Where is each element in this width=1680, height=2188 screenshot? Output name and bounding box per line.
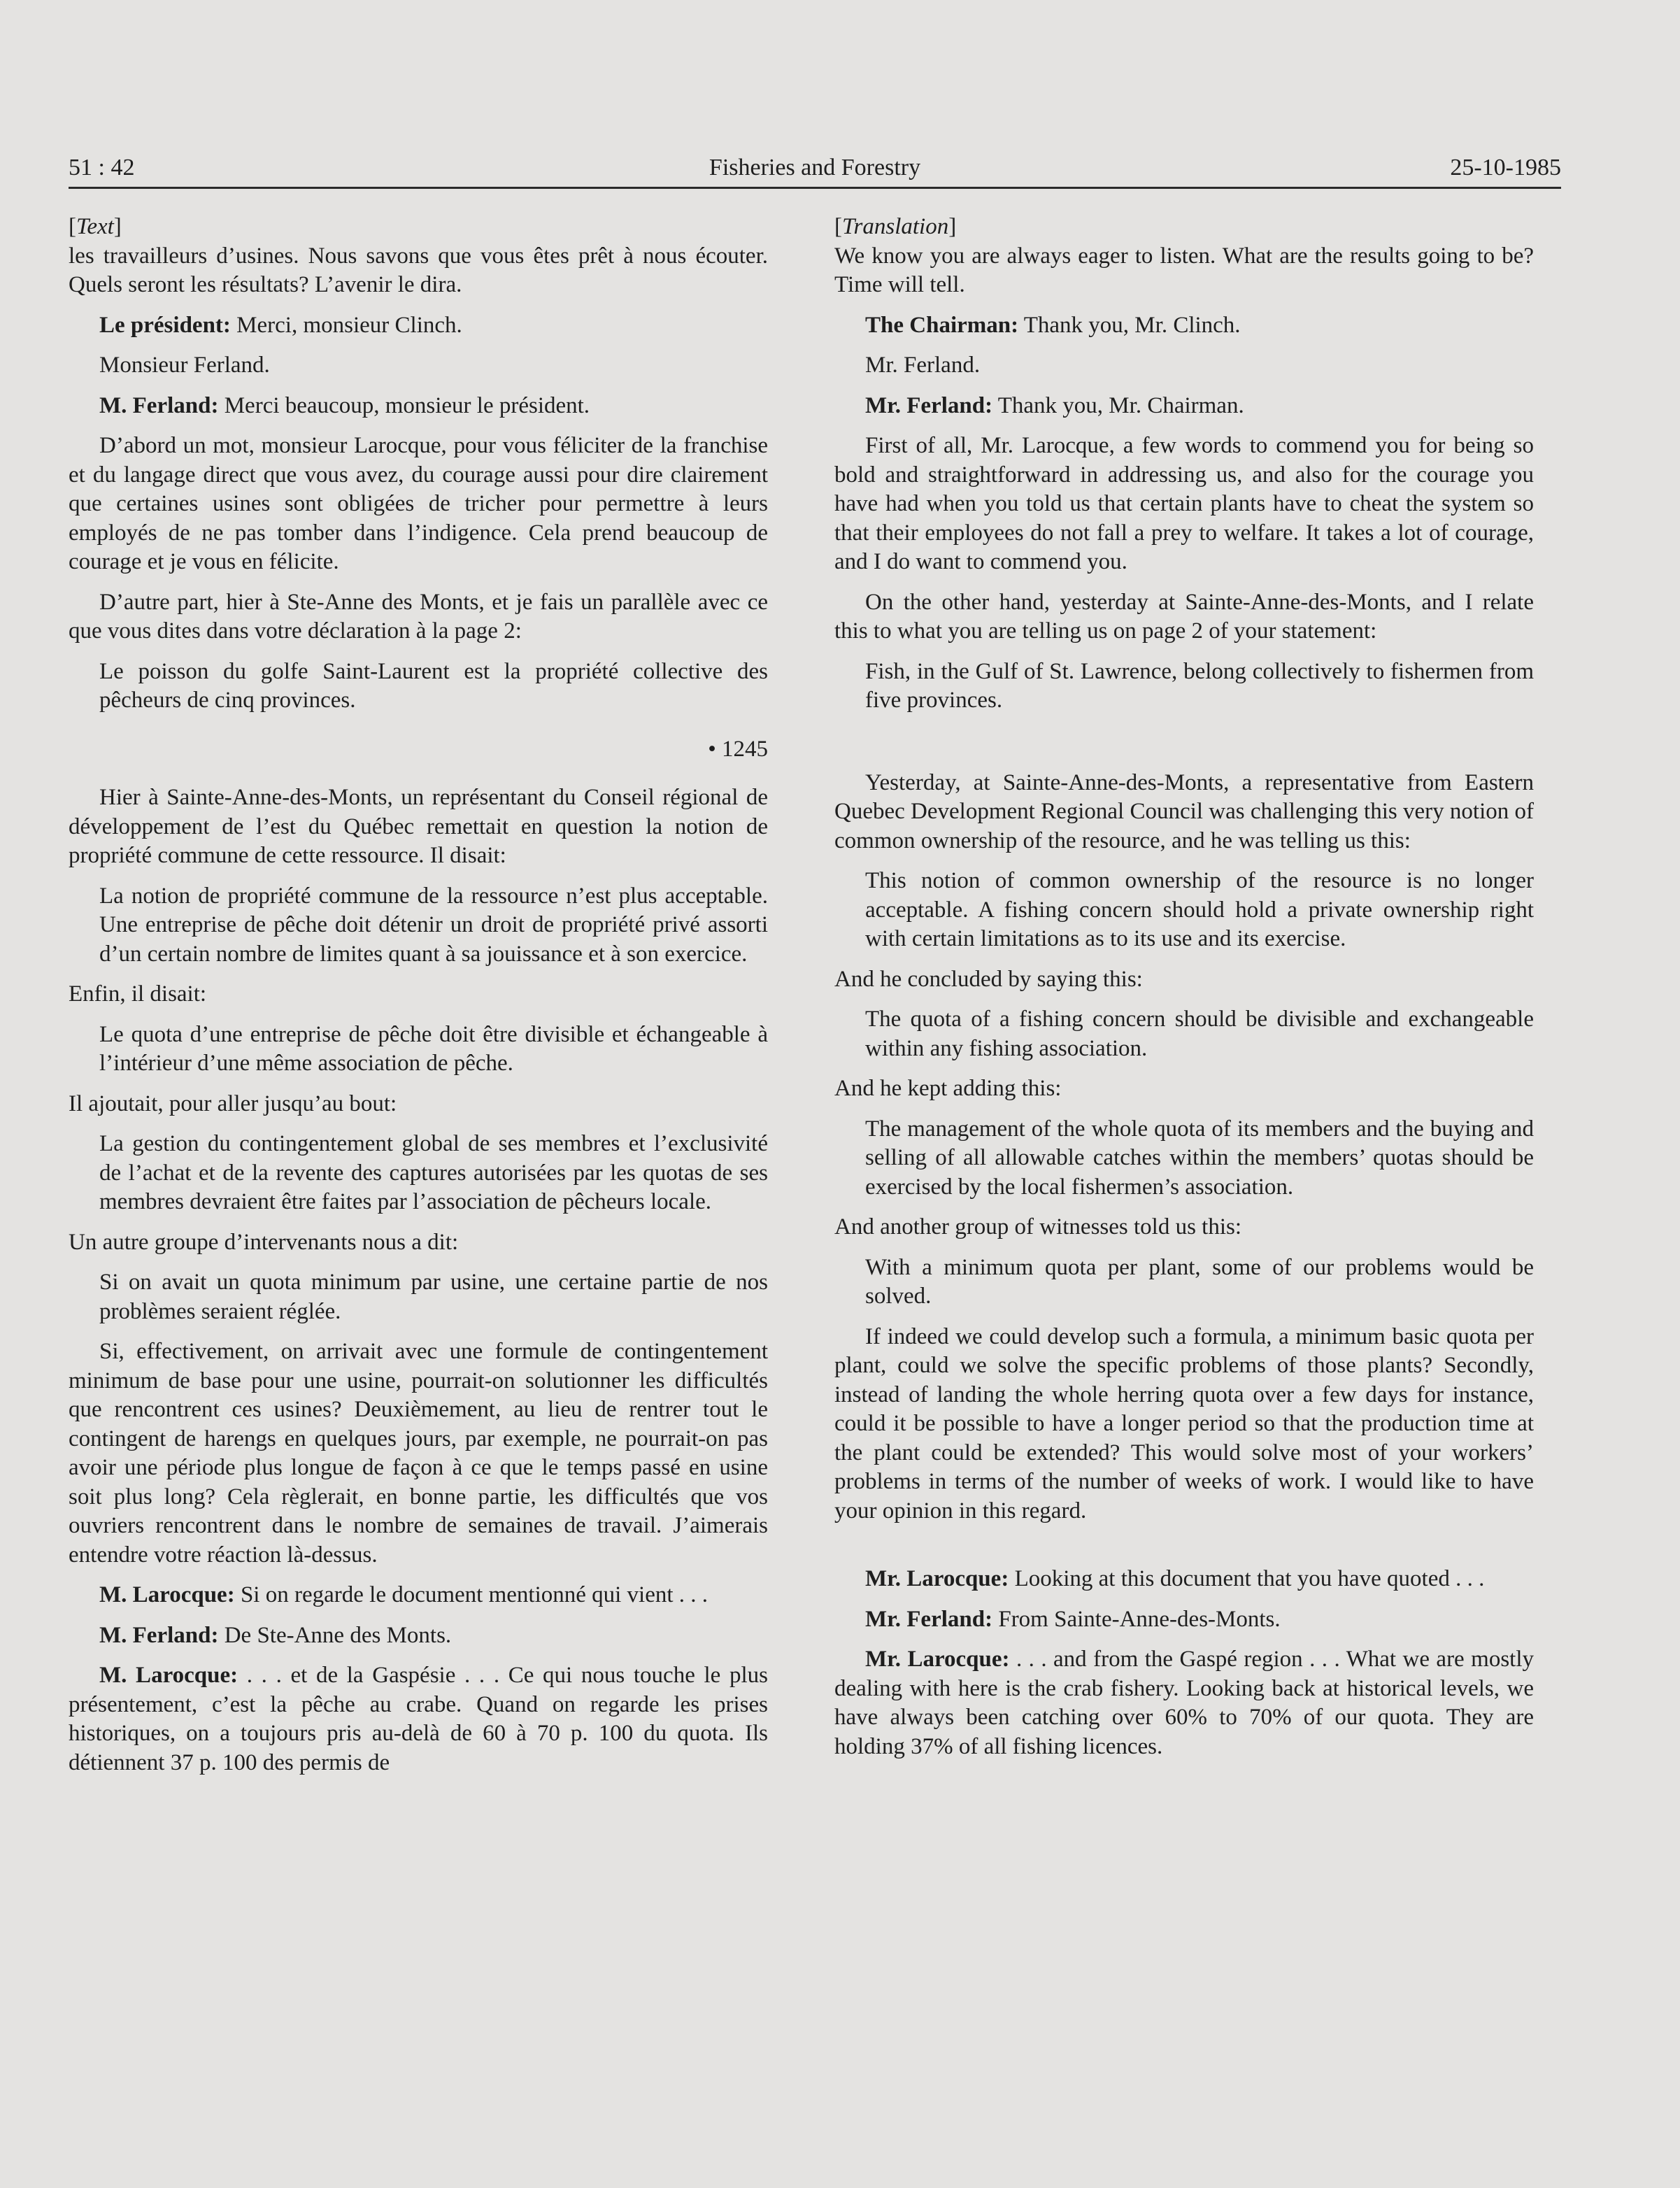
- paragraph: If indeed we could develop such a formula, a minimum basic quota per plant, could we solve the specific problems of those plants? Secondly, instead of landing the whole herring quota over a few days for instance, could it be possible to have a longer period so that the production time at the plant could be extended? This would solve most of your workers’ problems in terms of the number of weeks of work. I would like to have your opinion in this regard.: [834, 1323, 1534, 1523]
- time-marker: • 1245: [708, 736, 768, 762]
- paragraph: Enfin, il disait:: [69, 981, 207, 1007]
- paragraph: And he concluded by saying this:: [834, 966, 1143, 992]
- speaker-line: The Chairman: Thank you, Mr. Clinch.: [865, 312, 1241, 338]
- speaker-line: M. Larocque: . . . et de la Gaspésie . . . Ce qui nous touche le plus présentement, c’est la pêche au crabe. Quand on regarde les prises historiques, on a toujours pris au-delà de 60 à 70 p. 100 du quota. Ils détiennent 37 p. 100 des permis de: [69, 1663, 768, 1775]
- speaker-name: Mr. Larocque:: [865, 1566, 1009, 1591]
- text-tag: [Text]: [69, 214, 122, 239]
- speaker-line: Mr. Larocque: Looking at this document that you have quoted . . .: [865, 1566, 1485, 1591]
- quotation: La gestion du contingentement global de ses membres et l’exclusivité de l’achat et de la revente des captures autorisées par les quotas de ses membres devraient être faites par l’association de pêcheurs locale.: [99, 1131, 768, 1214]
- spacer: [834, 1537, 1534, 1565]
- paragraph: First of all, Mr. Larocque, a few words to commend you for being so bold and straightforward in addressing us, and also for the courage you have had when you told us that certain plants have to cheat the system so that their employees do not fall a prey to welfare. It takes a lot of courage, and I do want to commend you.: [834, 433, 1534, 574]
- quotation: Fish, in the Gulf of St. Lawrence, belong collectively to fishermen from five provinces.: [865, 658, 1534, 713]
- speaker-name: Le président:: [99, 312, 231, 338]
- speaker-name: Mr. Ferland:: [865, 1606, 993, 1632]
- page-reference: 51 : 42: [69, 155, 135, 180]
- quotation: With a minimum quota per plant, some of our problems would be solved.: [865, 1254, 1534, 1309]
- paragraph: And another group of witnesses told us this:: [834, 1214, 1242, 1239]
- english-column: [834, 213, 1534, 1773]
- paragraph: We know you are always eager to listen. What are the results going to be? Time will tell.: [834, 243, 1534, 297]
- quotation: Si on avait un quota minimum par usine, une certaine partie de nos problèmes seraient réglée.: [99, 1270, 768, 1324]
- paragraph: And he kept adding this:: [834, 1076, 1062, 1101]
- speaker-line: Mr. Ferland: Thank you, Mr. Chairman.: [865, 392, 1244, 418]
- speaker-line: Mr. Larocque: . . . and from the Gaspé region . . . What we are mostly dealing with here is the crab fishery. Looking back at historical levels, we have always been catching over 60% to 70% of our quota. They are holding 37% of all fishing licences.: [834, 1647, 1534, 1759]
- paragraph: Mr. Ferland.: [865, 353, 981, 378]
- speaker-line: Le président: Merci, monsieur Clinch.: [99, 312, 462, 338]
- speaker-name: M. Larocque:: [99, 1663, 239, 1688]
- paragraph: D’abord un mot, monsieur Larocque, pour vous féliciter de la franchise et du langage direct que vous avez, du courage aussi pour dire clairement que certaines usines sont obligées de tricher pour permettre à leurs employés de ne pas tomber dans l’indigence. Cela prend beaucoup de courage et je vous en félicite.: [69, 433, 768, 574]
- quotation: This notion of common ownership of the resource is no longer acceptable. A fishing concern should hold a private ownership right with certain limitations as to its use and its exercise.: [865, 868, 1534, 951]
- page-header: [69, 151, 1561, 185]
- speaker-name: M. Larocque:: [99, 1582, 235, 1607]
- page-date: 25-10-1985: [1450, 155, 1561, 180]
- header-rule: [69, 187, 1561, 189]
- quotation: The quota of a fishing concern should be divisible and exchangeable within any fishing association.: [865, 1007, 1534, 1061]
- spacer: [834, 727, 1534, 769]
- speaker-line: M. Ferland: De Ste-Anne des Monts.: [99, 1622, 452, 1648]
- speaker-name: M. Ferland:: [99, 392, 219, 418]
- paragraph: Monsieur Ferland.: [99, 353, 270, 378]
- speaker-line: M. Ferland: Merci beaucoup, monsieur le président.: [99, 392, 590, 418]
- speaker-line: M. Larocque: Si on regarde le document mentionné qui vient . . .: [99, 1582, 709, 1607]
- french-column: [69, 213, 768, 1789]
- paragraph: Hier à Sainte-Anne-des-Monts, un représentant du Conseil régional de développement de l’est du Québec remettait en question la notion de propriété commune de cette ressource. Il disait:: [69, 785, 768, 868]
- quotation: Le poisson du golfe Saint-Laurent est la propriété collective des pêcheurs de cinq provinces.: [99, 658, 768, 713]
- quotation: La notion de propriété commune de la ressource n’est plus acceptable. Une entreprise de pêche doit détenir un droit de propriété privé assorti d’un certain nombre de limites quant à sa jouissance et à son exercice.: [99, 883, 768, 967]
- paragraph: Il ajoutait, pour aller jusqu’au bout:: [69, 1091, 397, 1116]
- speaker-name: M. Ferland:: [99, 1622, 219, 1648]
- paragraph: Un autre groupe d’intervenants nous a dit:: [69, 1229, 459, 1255]
- quotation: Le quota d’une entreprise de pêche doit être divisible et échangeable à l’intérieur d’une même association de pêche.: [99, 1021, 768, 1076]
- speaker-name: Mr. Ferland:: [865, 392, 993, 418]
- speaker-name: Mr. Larocque:: [865, 1647, 1010, 1672]
- translation-tag: [Translation]: [834, 214, 957, 239]
- paragraph: les travailleurs d’usines. Nous savons que vous êtes prêt à nous écouter. Quels seront les résultats? L’avenir le dira.: [69, 243, 768, 297]
- paragraph: Si, effectivement, on arrivait avec une formule de contingentement minimum de base pour une usine, pourrait-on solutionner les difficultés que rencontrent ces usines? Deuxièmement, au lieu de rentrer tout le contingent de harengs en quelques jours, par exemple, ne pourrait-on pas avoir une période plus longue de façon à ce que le temps passé en usine soit plus long? Cela règlerait, en bonne partie, les difficultés que vos ouvriers rencontrent dans le nombre de semaines de travail. J’aimerais entendre votre réaction là-dessus.: [69, 1339, 768, 1568]
- paragraph: On the other hand, yesterday at Sainte-Anne-des-Monts, and I relate this to what you are telling us on page 2 of your statement:: [834, 589, 1534, 644]
- quotation: The management of the whole quota of its members and the buying and selling of all allowable catches within the members’ quotas should be exercised by the local fishermen’s association.: [865, 1116, 1534, 1200]
- paragraph: Yesterday, at Sainte-Anne-des-Monts, a representative from Eastern Quebec Development Regional Council was challenging this very notion of common ownership of the resource, and he was telling us this:: [834, 769, 1534, 853]
- speaker-name: The Chairman:: [865, 312, 1019, 338]
- page-title: Fisheries and Forestry: [709, 155, 921, 180]
- speaker-line: Mr. Ferland: From Sainte-Anne-des-Monts.: [865, 1606, 1281, 1632]
- paragraph: D’autre part, hier à Ste-Anne des Monts, et je fais un parallèle avec ce que vous dites dans votre déclaration à la page 2:: [69, 589, 768, 644]
